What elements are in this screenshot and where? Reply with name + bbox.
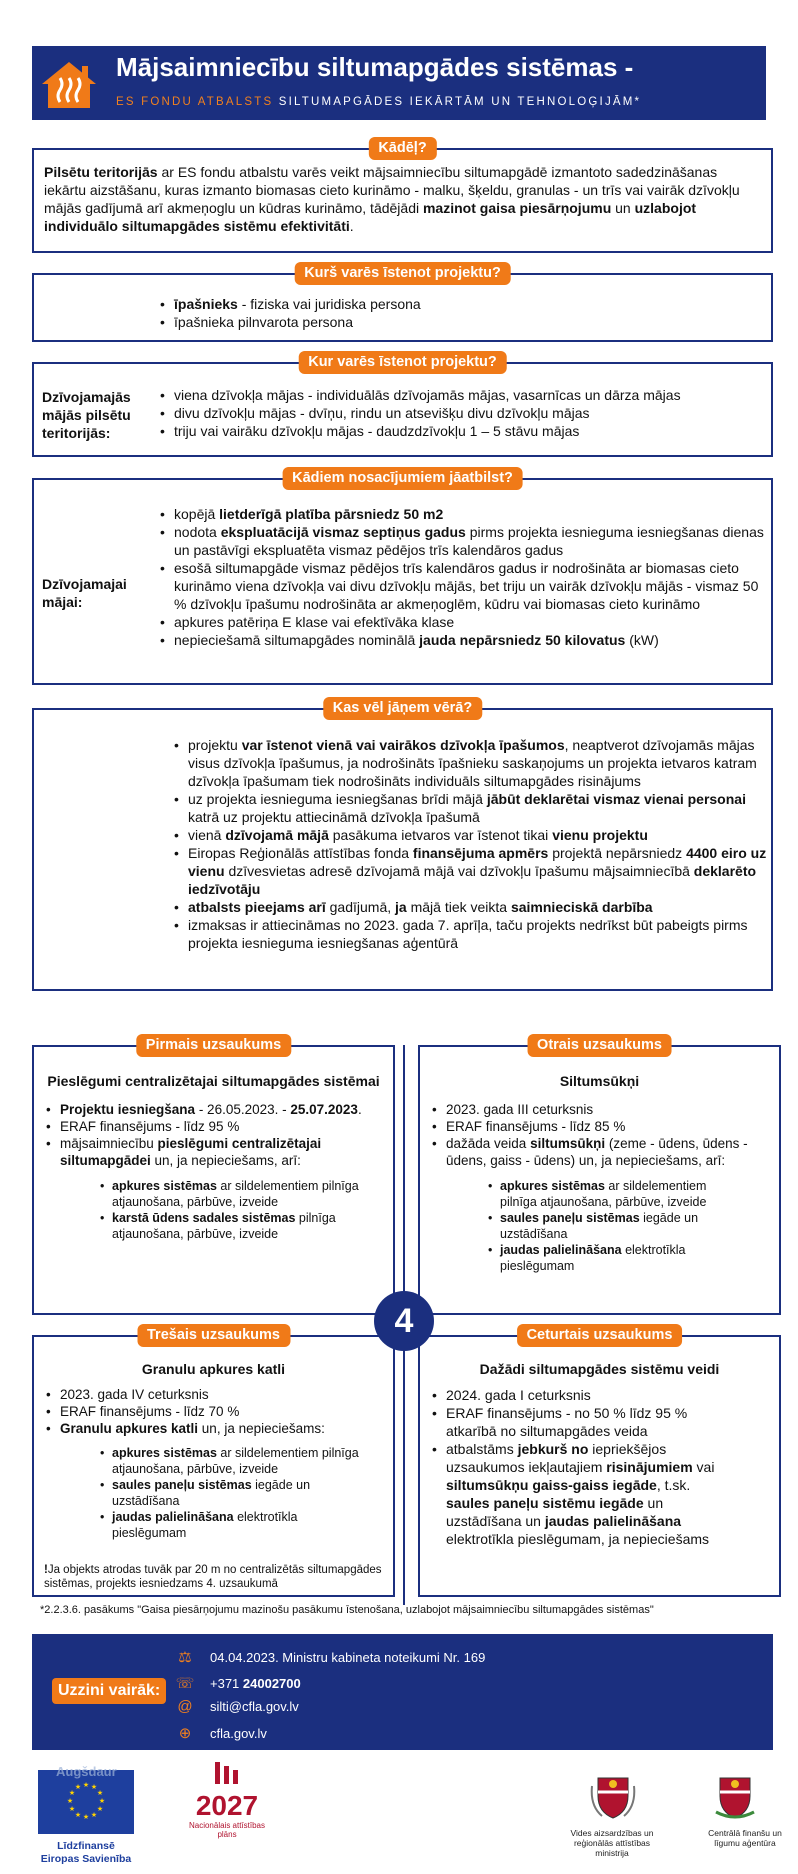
list-item: • nepieciešamā siltumapgādes nominālā jauda nepārsniedz 50 kilovatus (kW): [160, 631, 770, 649]
call-2-card: [418, 1037, 781, 1315]
calls-count-badge: 4: [374, 1291, 434, 1351]
list-item: • viena dzīvokļa mājas - individuālās dzīvojamās mājas, vasarnīcas un dārza mājas: [160, 386, 765, 404]
list-item: • ERAF finansējums - līdz 95 %: [46, 1118, 381, 1135]
list-item: • Projektu iesniegšana - 26.05.2023. - 25.07.2023.: [46, 1101, 381, 1118]
call-1-card: [32, 1037, 395, 1315]
watermark-text: Augšdaur: [56, 1764, 117, 1779]
call-4-tag: Ceturtais uzsaukums: [517, 1324, 683, 1347]
section-who-tag: Kurš varēs īstenot projektu?: [294, 262, 511, 285]
list-item: • ERAF finansējums - no 50 % līdz 95 % atkarībā no siltumapgādes veida: [432, 1404, 722, 1440]
call-3-list: [46, 1386, 381, 1437]
svg-text:★: ★: [74, 1783, 82, 1791]
section-notes-list: [174, 736, 769, 952]
globe-icon: ⊕: [178, 1725, 192, 1742]
section-conditions-list: [160, 505, 770, 649]
list-item: • kopējā lietderīgā platība pārsniedz 50 m2: [160, 505, 770, 523]
list-item: • izmaksas ir attiecināmas no 2023. gada 7. aprīļa, taču projekts nedrīkst būt pabeigts pirms projekta iesnieguma iesniegšanas aģentūrā: [174, 916, 769, 952]
section-who: [32, 265, 773, 342]
eu-caption: Līdzfinansē Eiropas Savienība: [40, 1840, 132, 1865]
call-3-tag: Trešais uzsaukums: [137, 1324, 290, 1347]
list-item: • 2024. gada I ceturksnis: [432, 1386, 722, 1404]
svg-text:★: ★: [98, 1797, 106, 1805]
call-3-title: Granulu apkures katli: [141, 1361, 286, 1377]
call-1-list: [46, 1101, 381, 1169]
nap-year: 2027: [195, 1790, 259, 1821]
list-item: • atbalstāms jebkurš no iepriekšējos uzsaukumos iekļautajiem risinājumiem vai siltumsūkņu gaiss-gaiss iegāde, t.sk. saules paneļu sistēmu iegāde un uzstādīšana un jaudas palielināšana elektrotīkla pieslēgumam, ja nepieciešams: [432, 1440, 722, 1548]
list-item: • saules paneļu sistēmas iegāde un uzstādīšana: [100, 1477, 370, 1509]
phone-icon: ☏: [175, 1675, 195, 1692]
contact-website[interactable]: ⊕ cfla.gov.lv: [174, 1724, 267, 1742]
page-subtitle: ES FONDU ATBALSTS SILTUMAPGĀDES IEKĀRTĀM UN TEHNOLOĢIJĀM*: [116, 96, 642, 108]
latvia-coat-of-arms-icon: [590, 1772, 636, 1822]
list-item: • ERAF finansējums - līdz 70 %: [46, 1403, 381, 1420]
svg-text:★: ★: [68, 1805, 76, 1813]
section-why-text: Pilsētu teritorijās ar ES fondu atbalstu varēs veikt mājsaimniecību siltumapgādē izmantoto sadedzināšanas iekārtu aizstāšanu, kuras izmanto biomasas cieto kurināmo - malku, šķeldu, granulas - un trīs vai vairāk dzīvokļu mājās gadījumā arī akmeņoglu un kūdras kurināmo, tādējādi mazinot gaisa piesārņojumu un uzlabojot individuālo siltumapgādes sistēmu efektivitāti.: [44, 164, 740, 234]
svg-text:★: ★: [82, 1813, 90, 1821]
call-1-sublist: [100, 1178, 370, 1242]
nap-mark-icon: [207, 1760, 247, 1786]
cfla-caption: Centrālā finanšu un līgumu aģentūra: [708, 1828, 782, 1848]
list-item: • mājsaimniecību pieslēgumi centralizētajai siltumapgādei un, ja nepieciešams, arī:: [46, 1135, 381, 1169]
section-where-list: [160, 386, 765, 440]
at-icon: @: [177, 1698, 193, 1715]
page-header: [32, 46, 766, 120]
gavel-icon: ⚖: [178, 1649, 192, 1666]
list-item: • apkures patēriņa E klase vai efektīvāka klase: [160, 613, 770, 631]
call-2-list: [432, 1101, 772, 1169]
section-where-tag: Kur varēs īstenot projektu?: [298, 351, 507, 374]
svg-text:★: ★: [68, 1789, 76, 1797]
call-3-sublist: [100, 1445, 370, 1541]
list-item: • Eiropas Reģionālās attīstības fonda finansējuma apmērs projektā nepārsniedz 4400 eiro uz vienu dzīvesvietas adresē dzīvojamā mājā vai dzīvokļu īpašumu mājsaimniecībā deklarēto iedzīvotāju: [174, 844, 769, 898]
call-4-title: Dažādi siltumapgādes sistēmu veidi: [479, 1361, 720, 1377]
call-4-card: [418, 1327, 781, 1597]
section-notes-tag: Kas vēl jāņem vērā?: [323, 697, 482, 720]
nap-caption: Nacionālais attīstības plāns: [188, 1821, 266, 1839]
call-1-tag: Pirmais uzsaukums: [136, 1034, 291, 1057]
svg-text:★: ★: [90, 1811, 98, 1819]
ministry-caption: Vides aizsardzības un reģionālās attīstības ministrija: [570, 1828, 654, 1858]
nap-logo: [182, 1760, 272, 1839]
call-2-sublist: [488, 1178, 738, 1274]
section-why-tag: Kādēļ?: [368, 137, 436, 160]
list-item: • īpašnieks - fiziska vai juridiska persona: [160, 295, 760, 313]
house-heat-icon: [40, 60, 98, 110]
list-item: • dažāda veida siltumsūkņi (zeme - ūdens, ūdens - ūdens, gaiss - ūdens) un, ja nepieciešams, arī:: [432, 1135, 772, 1169]
list-item: • karstā ūdens sadales sistēmas pilnīga atjaunošana, pārbūve, izveide: [100, 1210, 370, 1242]
list-item: • divu dzīvokļu mājas - dvīņu, rindu un atsevišķu divu dzīvokļu mājas: [160, 404, 765, 422]
list-item: • jaudas palielināšana elektrotīkla pieslēgumam: [488, 1242, 738, 1274]
contact-regulation[interactable]: ⚖ 04.04.2023. Ministru kabineta noteikumi Nr. 169: [174, 1648, 485, 1666]
section-conditions-label: Dzīvojamajai mājai:: [42, 576, 127, 610]
section-notes: [32, 700, 773, 991]
call-3-card: [32, 1327, 395, 1597]
section-conditions-tag: Kādiem nosacījumiem jāatbilst?: [282, 467, 523, 490]
contact-phone[interactable]: ☏ +371 24002700: [175, 1675, 301, 1692]
svg-text:★: ★: [66, 1797, 74, 1805]
list-item: • projektu var īstenot vienā vai vairākos dzīvokļa īpašumos, neaptverot dzīvojamās mājas visus dzīvokļa īpašumus, ja nodrošināts īpašnieku saskaņojums un projekta ietvaros katram dzīvokļa īpašumam tiek nodrošināts individuāls siltumapgādes risinājums: [174, 736, 769, 790]
list-item: • uz projekta iesnieguma iesniegšanas brīdi mājā jābūt deklarētai vismaz vienai personai katrā uz projektu attiecināmā dzīvokļa īpašumā: [174, 790, 769, 826]
section-why: [32, 140, 773, 253]
section-where-label: Dzīvojamajās mājās pilsētu teritorijās:: [42, 389, 131, 441]
svg-text:★: ★: [82, 1781, 90, 1789]
list-item: • Granulu apkures katli un, ja nepieciešams:: [46, 1420, 381, 1437]
list-item: • vienā dzīvojamā mājā pasākuma ietvaros var īstenot tikai vienu projektu: [174, 826, 769, 844]
list-item: • triju vai vairāku dzīvokļu mājas - daudzdzīvokļu 1 – 5 stāvu mājas: [160, 422, 765, 440]
section-who-list: [160, 295, 760, 331]
svg-text:★: ★: [96, 1789, 104, 1797]
learn-more-label: Uzzini vairāk:: [52, 1678, 166, 1704]
list-item: • atbalsts pieejams arī gadījumā, ja mājā tiek veikta saimnieciskā darbība: [174, 898, 769, 916]
list-item: • nodota ekspluatācijā vismaz septiņus gadus pirms projekta iesnieguma iesniegšanas dienas un pastāvīgi ekspluatēta vismaz pēdējos trīs kalendāros gadus: [160, 523, 770, 559]
list-item: • saules paneļu sistēmas iegāde un uzstādīšana: [488, 1210, 738, 1242]
list-item: • apkures sistēmas ar sildelementiem pilnīga atjaunošana, pārbūve, izveide: [100, 1445, 370, 1477]
call-4-list: [432, 1386, 722, 1548]
page-title: Mājsaimniecību siltumapgādes sistēmas -: [116, 52, 634, 82]
cfla-coat-of-arms-icon: [712, 1772, 758, 1822]
contact-panel: [32, 1634, 773, 1750]
contact-email[interactable]: @ silti@cfla.gov.lv: [174, 1698, 299, 1715]
footnote: *2.2.3.6. pasākums "Gaisa piesārņojumu mazinošu pasākumu īstenošana, uzlabojot mājsaimniecību siltumapgādes sistēmas": [40, 1604, 654, 1616]
call-2-tag: Otrais uzsaukums: [527, 1034, 672, 1057]
call-3-note: !Ja objekts atrodas tuvāk par 20 m no centralizētās siltumapgādes sistēmas, projekts iesniedzams 4. uzsaukumā: [44, 1564, 382, 1590]
list-item: • 2023. gada IV ceturksnis: [46, 1386, 381, 1403]
list-item: • esošā siltumapgāde vismaz pēdējos trīs kalendāros gadus ir nodrošināta ar biomasas cieto kurināmo viena dzīvokļa vai divu dzīvokļu mājās, bet triju un vairāk dzīvokļu mājās - vismaz 50 % dzīvokļu īpašumu nodrošināta ar akmeņoglēm, kūdru vai biomasas cieto kurināmo: [160, 559, 770, 613]
section-conditions: [32, 470, 773, 685]
section-where: [32, 354, 773, 457]
call-1-title: Pieslēgumi centralizētajai siltumapgādes sistēmai: [47, 1073, 380, 1089]
eu-flag-logo: [38, 1770, 134, 1834]
list-item: • apkures sistēmas ar sildelementiem pilnīga atjaunošana, pārbūve, izveide: [100, 1178, 370, 1210]
list-item: • apkures sistēmas ar sildelementiem pilnīga atjaunošana, pārbūve, izveide: [488, 1178, 738, 1210]
svg-text:★: ★: [96, 1805, 104, 1813]
svg-text:★: ★: [74, 1811, 82, 1819]
list-item: • jaudas palielināšana elektrotīkla pieslēgumam: [100, 1509, 370, 1541]
list-item: • ERAF finansējums - līdz 85 %: [432, 1118, 772, 1135]
svg-text:★: ★: [90, 1783, 98, 1791]
call-2-title: Siltumsūkņi: [559, 1073, 640, 1089]
list-item: • īpašnieka pilnvarota persona: [160, 313, 760, 331]
list-item: • 2023. gada III ceturksnis: [432, 1101, 772, 1118]
